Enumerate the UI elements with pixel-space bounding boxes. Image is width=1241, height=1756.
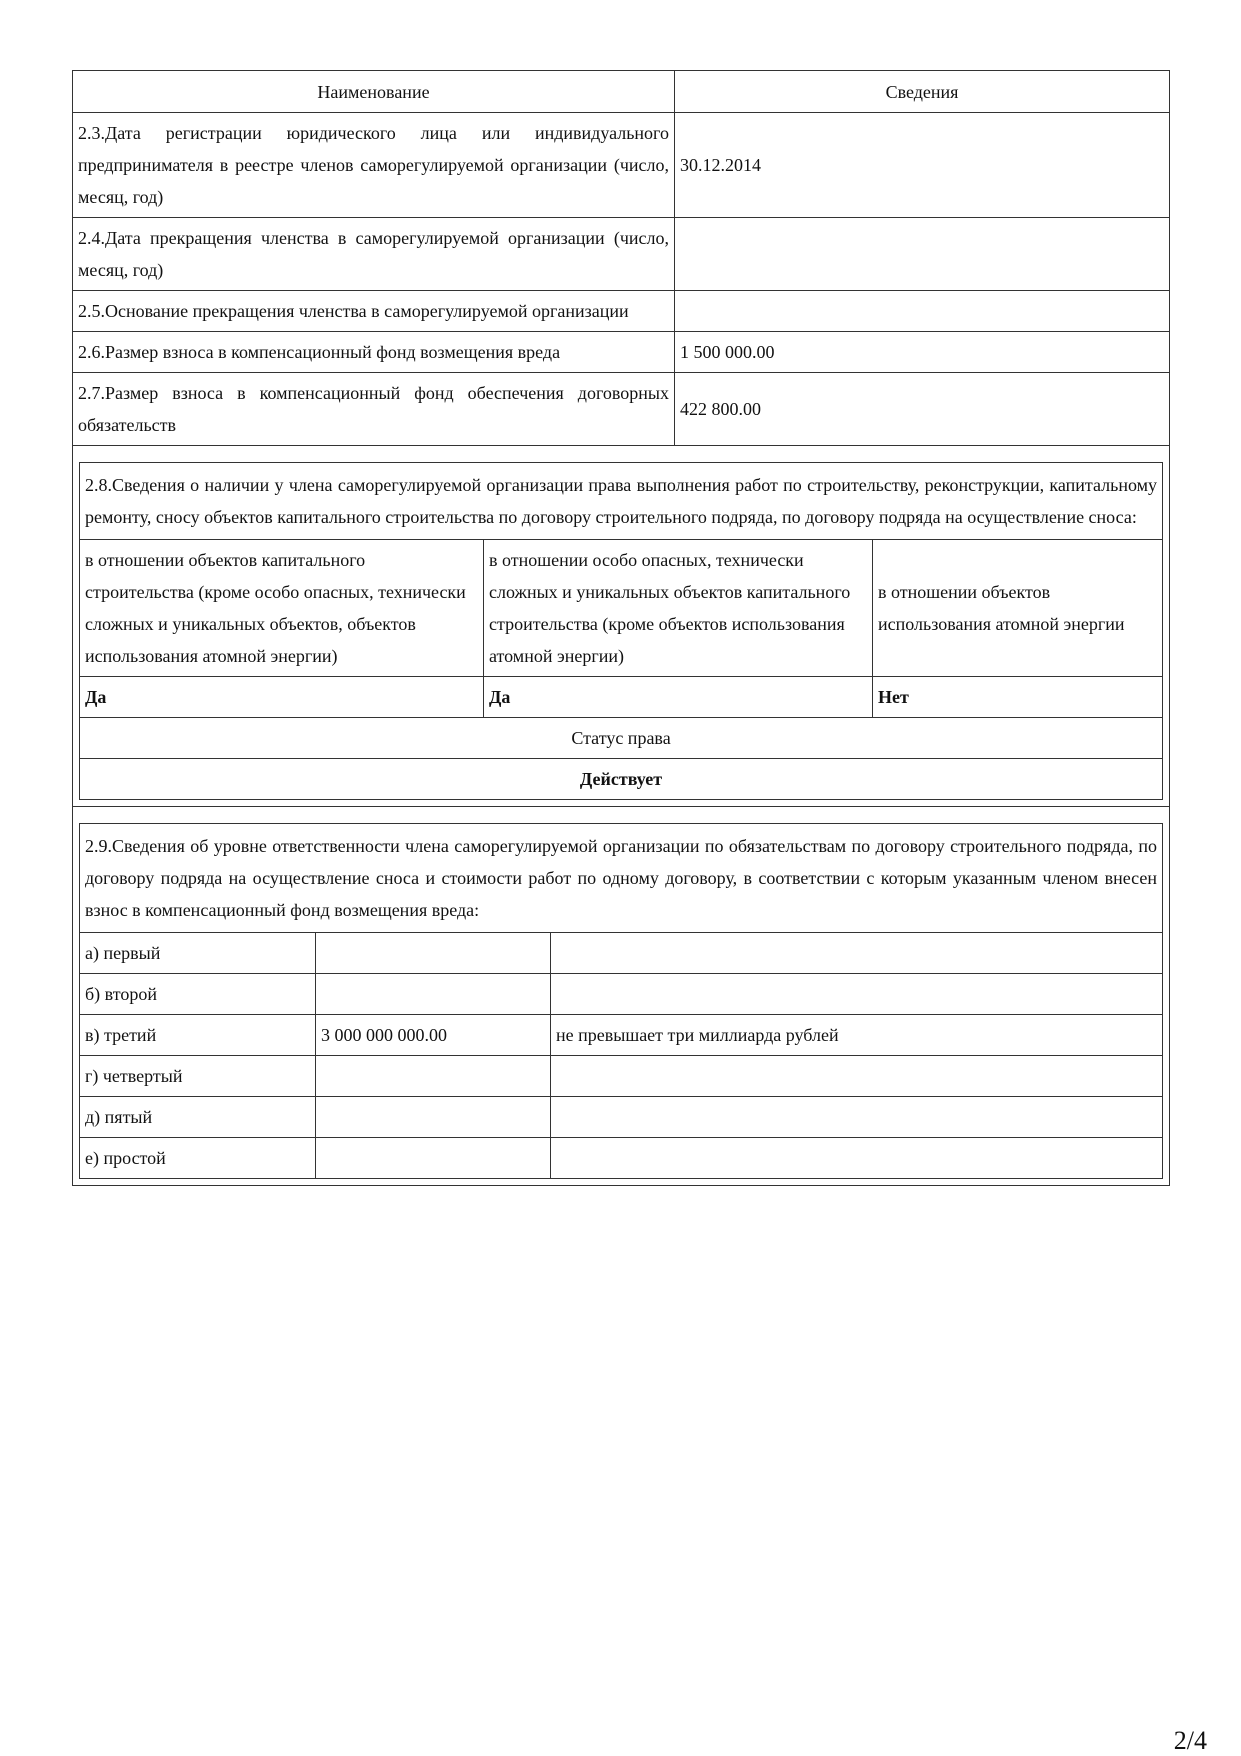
document-body <box>72 70 1170 1186</box>
table-header-row <box>73 71 1170 113</box>
level-name: д) пятый <box>80 1097 316 1138</box>
row-label: 2.6.Размер взноса в компенсационный фонд возмещения вреда <box>73 332 675 373</box>
table-row <box>73 113 1170 218</box>
level-note <box>551 1056 1163 1097</box>
rights-column-regular: в отношении объектов капитального строительства (кроме особо опасных, технически сложных и уникальных объектов, объектов использования атомной энергии) <box>80 540 484 677</box>
status-label: Статус права <box>80 718 1163 759</box>
level-note <box>551 1097 1163 1138</box>
level-name: е) простой <box>80 1138 316 1179</box>
level-amount: 3 000 000 000.00 <box>316 1015 551 1056</box>
level-note <box>551 933 1163 974</box>
table-row <box>73 373 1170 446</box>
table-row <box>73 218 1170 291</box>
level-amount <box>316 933 551 974</box>
table-row <box>73 291 1170 332</box>
list-item <box>80 1097 1163 1138</box>
level-name: в) третий <box>80 1015 316 1056</box>
list-item <box>80 1138 1163 1179</box>
level-name: г) четвертый <box>80 1056 316 1097</box>
level-name: а) первый <box>80 933 316 974</box>
row-label: 2.4.Дата прекращения членства в саморегулируемой организации (число, месяц, год) <box>73 218 675 291</box>
list-item <box>80 1015 1163 1056</box>
section-2-9-row <box>73 807 1170 1186</box>
row-value: 1 500 000.00 <box>675 332 1170 373</box>
section-2-9-title: 2.9.Сведения об уровне ответственности члена саморегулируемой организации по обязательствам по договору строительного подряда, по договору подряда на осуществление сноса и стоимости работ по одному договору, в соответствии с которым указанным членом внесен взнос в компенсационный фонд возмещения вреда: <box>80 824 1163 933</box>
rights-value-nuclear: Нет <box>873 677 1163 718</box>
row-value: 422 800.00 <box>675 373 1170 446</box>
rights-columns-row <box>80 540 1163 677</box>
rights-value-regular: Да <box>80 677 484 718</box>
rights-column-dangerous: в отношении особо опасных, технически сложных и уникальных объектов капитального строительства (кроме объектов использования атомной энергии) <box>484 540 873 677</box>
section-2-8-row <box>73 446 1170 807</box>
section-2-9 <box>73 807 1170 1186</box>
table-row <box>73 332 1170 373</box>
list-item <box>80 1056 1163 1097</box>
level-amount <box>316 1056 551 1097</box>
section-2-8-title: 2.8.Сведения о наличии у члена саморегулируемой организации права выполнения работ по строительству, реконструкции, капитальному ремонту, сносу объектов капитального строительства по договору строительного подряда, по договору подряда на осуществление сноса: <box>80 463 1163 540</box>
row-label: 2.7.Размер взноса в компенсационный фонд обеспечения договорных обязательств <box>73 373 675 446</box>
level-name: б) второй <box>80 974 316 1015</box>
status-value: Действует <box>80 759 1163 800</box>
row-value: 30.12.2014 <box>675 113 1170 218</box>
level-note <box>551 1138 1163 1179</box>
level-amount <box>316 1138 551 1179</box>
level-note <box>551 974 1163 1015</box>
level-amount <box>316 1097 551 1138</box>
header-name: Наименование <box>73 71 675 113</box>
header-info: Сведения <box>675 71 1170 113</box>
list-item <box>80 974 1163 1015</box>
list-item <box>80 933 1163 974</box>
rights-values-row <box>80 677 1163 718</box>
section-2-8 <box>73 446 1170 807</box>
level-note: не превышает три миллиарда рублей <box>551 1015 1163 1056</box>
main-table <box>72 70 1170 1186</box>
rights-value-dangerous: Да <box>484 677 873 718</box>
liability-table <box>79 823 1163 1179</box>
row-label: 2.5.Основание прекращения членства в саморегулируемой организации <box>73 291 675 332</box>
level-amount <box>316 974 551 1015</box>
rights-table <box>79 462 1163 800</box>
page-number: 2/4 <box>1173 1726 1207 1755</box>
row-label: 2.3.Дата регистрации юридического лица или индивидуального предпринимателя в реестре членов саморегулируемой организации (число, месяц, год) <box>73 113 675 218</box>
row-value <box>675 218 1170 291</box>
rights-column-nuclear: в отношении объектов использования атомной энергии <box>873 540 1163 677</box>
row-value <box>675 291 1170 332</box>
